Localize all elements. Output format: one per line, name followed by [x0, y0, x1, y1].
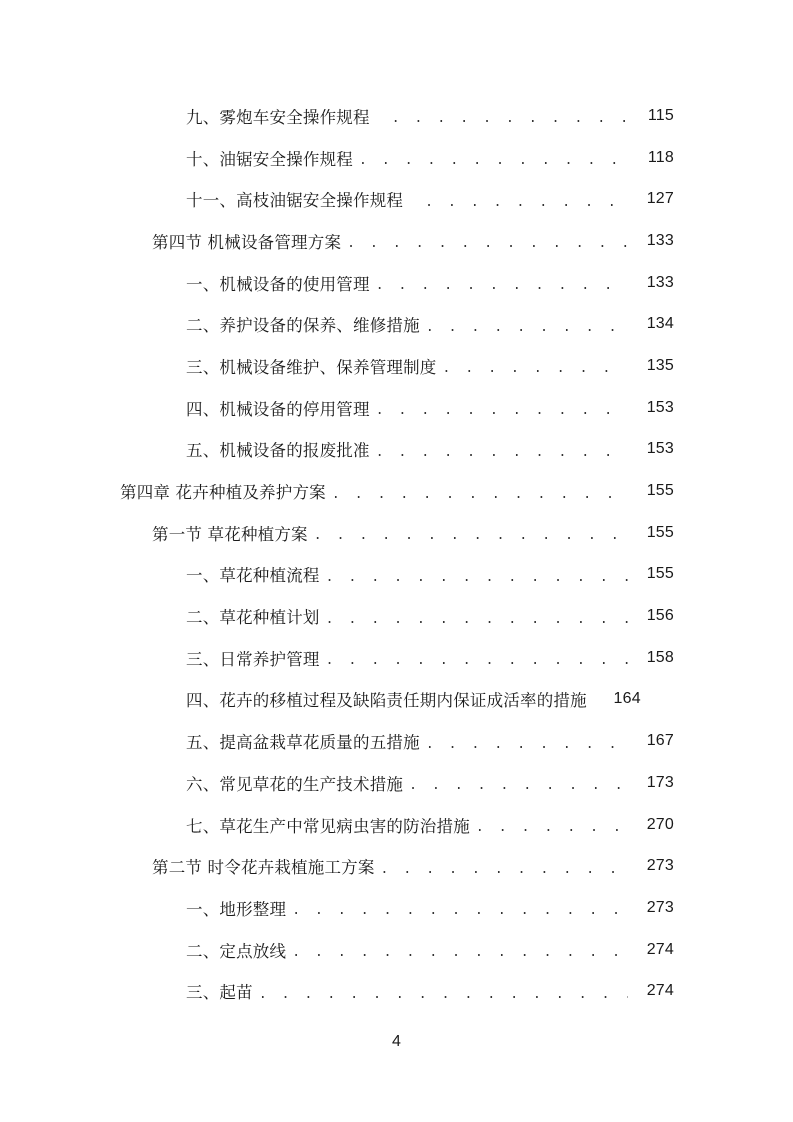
toc-entry-title: 第四章 花卉种植及养护方案 — [120, 483, 326, 503]
toc-leader-dots — [347, 236, 628, 251]
toc-entry[interactable] — [0, 262, 793, 304]
toc-entry-page: 133 — [646, 231, 674, 249]
page-number: 4 — [392, 1033, 401, 1050]
toc-entry-title: 一、机械设备的使用管理 — [186, 274, 370, 294]
toc-leader-dots — [376, 445, 628, 460]
toc-leader-dots — [376, 278, 628, 293]
toc-entry-page: 135 — [646, 356, 674, 374]
toc-entry-title: 七、草花生产中常见病虫害的防治措施 — [186, 816, 470, 836]
toc-entry[interactable] — [0, 303, 793, 345]
toc-entry-page: 115 — [647, 106, 674, 124]
toc-entry-title: 第二节 时令花卉栽植施工方案 — [152, 858, 375, 878]
toc-entry[interactable] — [0, 554, 793, 596]
toc-entry-title: 十一、高枝油锯安全操作规程 — [186, 191, 404, 211]
toc-leader-dots — [443, 361, 629, 376]
toc-entry-title: 五、提高盆栽草花质量的五措施 — [186, 733, 420, 753]
toc-entry-page: 273 — [646, 857, 674, 875]
toc-leader-dots — [359, 153, 628, 168]
table-of-contents — [0, 95, 793, 1012]
toc-entry-title: 第一节 草花种植方案 — [152, 524, 308, 544]
toc-leader-dots — [314, 528, 628, 543]
toc-entry[interactable] — [0, 178, 793, 220]
toc-entry-title: 二、草花种植计划 — [186, 608, 320, 628]
toc-entry[interactable] — [0, 929, 793, 971]
toc-entry[interactable] — [0, 387, 793, 429]
toc-entry[interactable] — [0, 679, 793, 721]
toc-entry-page: 156 — [646, 607, 674, 625]
toc-entry-page: 274 — [646, 982, 674, 1000]
toc-entry-title: 六、常见草花的生产技术措施 — [186, 774, 404, 794]
toc-entry-page: 164 — [613, 690, 641, 708]
toc-entry-title: 一、地形整理 — [186, 899, 287, 919]
toc-leader-dots — [292, 945, 628, 960]
toc-entry[interactable] — [0, 95, 793, 137]
toc-entry-page: 153 — [646, 440, 674, 458]
toc-entry[interactable] — [0, 595, 793, 637]
toc-entry-title: 一、草花种植流程 — [186, 566, 320, 586]
toc-entry-page: 270 — [646, 815, 674, 833]
toc-leader-dots — [326, 570, 628, 585]
toc-entry[interactable] — [0, 429, 793, 471]
toc-leader-dots — [326, 653, 628, 668]
toc-entry-title: 九、雾炮车安全操作规程 — [186, 107, 370, 127]
toc-entry[interactable] — [0, 845, 793, 887]
toc-entry-title: 三、日常养护管理 — [186, 649, 320, 669]
toc-entry-title: 三、机械设备维护、保养管理制度 — [186, 357, 437, 377]
toc-leader-dots — [376, 403, 628, 418]
toc-entry-title: 三、起苗 — [186, 983, 253, 1003]
toc-entry[interactable] — [0, 137, 793, 179]
toc-leader-dots — [392, 111, 628, 126]
toc-entry-title: 四、机械设备的停用管理 — [186, 399, 370, 419]
toc-entry[interactable] — [0, 637, 793, 679]
toc-entry[interactable] — [0, 887, 793, 929]
toc-leader-dots — [332, 487, 628, 502]
toc-leader-dots — [381, 862, 628, 877]
toc-entry-page: 155 — [646, 482, 674, 500]
toc-entry-page: 173 — [646, 773, 674, 791]
toc-entry-page: 155 — [646, 523, 674, 541]
toc-entry[interactable] — [0, 220, 793, 262]
toc-entry-title: 十、油锯安全操作规程 — [186, 149, 353, 169]
toc-entry-page: 155 — [646, 565, 674, 583]
toc-entry-page: 273 — [646, 898, 674, 916]
toc-entry-page: 167 — [646, 732, 674, 750]
toc-entry-title: 第四节 机械设备管理方案 — [152, 232, 342, 252]
toc-entry-page: 274 — [646, 940, 674, 958]
toc-entry[interactable] — [0, 345, 793, 387]
toc-leader-dots — [326, 612, 628, 627]
toc-leader-dots — [426, 737, 628, 752]
toc-entry-title: 二、定点放线 — [186, 941, 287, 961]
toc-leader-dots — [409, 778, 628, 793]
toc-entry-page: 127 — [646, 190, 674, 208]
toc-leader-dots — [425, 195, 628, 210]
toc-leader-dots — [259, 987, 628, 1002]
toc-entry[interactable] — [0, 720, 793, 762]
toc-entry[interactable] — [0, 804, 793, 846]
toc-entry-page: 133 — [646, 273, 674, 291]
toc-leader-dots — [426, 320, 628, 335]
toc-entry[interactable] — [0, 470, 793, 512]
toc-entry[interactable] — [0, 512, 793, 554]
toc-leader-dots — [476, 820, 628, 835]
toc-leader-dots — [292, 903, 628, 918]
toc-entry-page: 153 — [646, 398, 674, 416]
toc-entry-page: 134 — [646, 315, 674, 333]
toc-entry-page: 118 — [647, 148, 674, 166]
toc-entry[interactable] — [0, 762, 793, 804]
toc-entry-title: 四、花卉的移植过程及缺陷责任期内保证成活率的措施 — [186, 691, 587, 711]
toc-entry-title: 二、养护设备的保养、维修措施 — [186, 316, 420, 336]
toc-entry[interactable] — [0, 970, 793, 1012]
toc-entry-page: 158 — [646, 648, 674, 666]
toc-entry-title: 五、机械设备的报废批准 — [186, 441, 370, 461]
